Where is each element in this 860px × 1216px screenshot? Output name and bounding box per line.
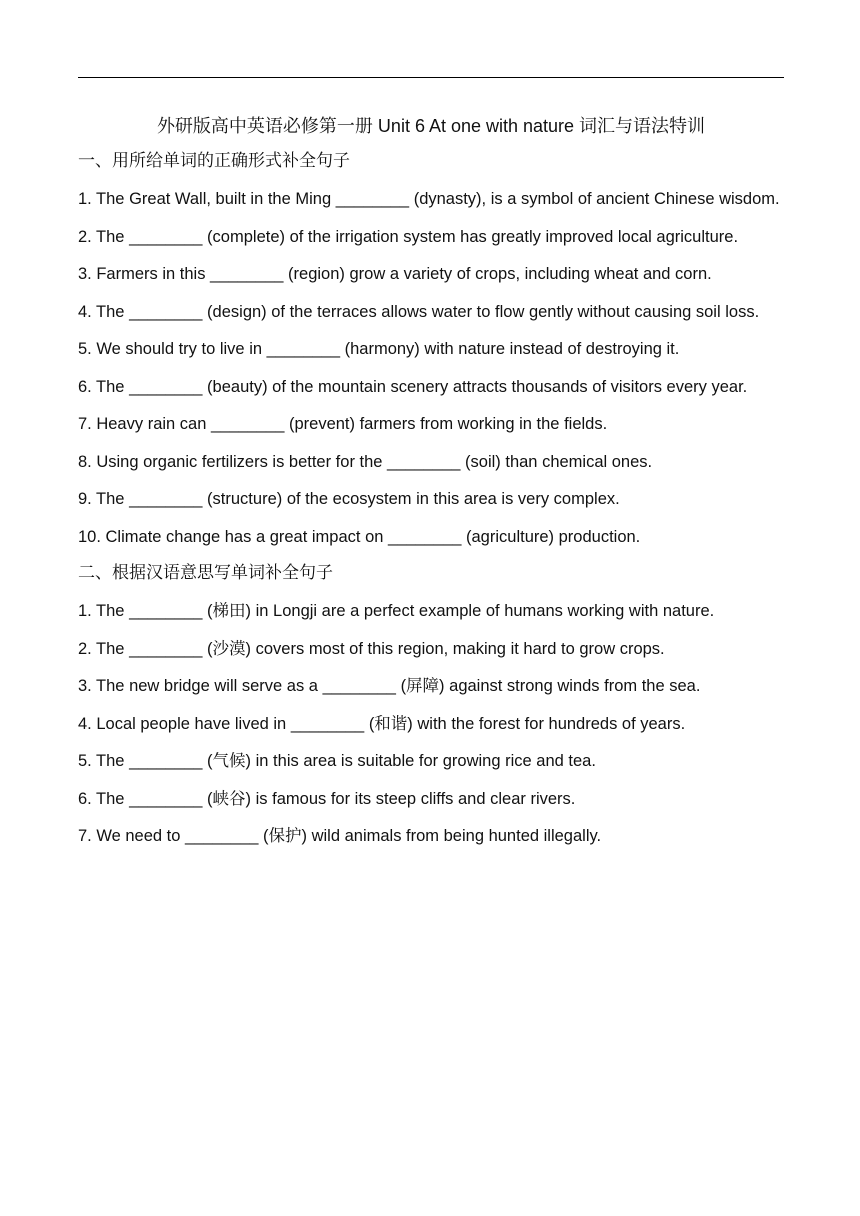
exercise-item: 5. The ________ (气候) in this area is suitable for growing rice and tea. [78,752,596,770]
exercise-item: 6. The ________ (beauty) of the mountain scenery attracts thousands of visitors every year. [78,377,748,396]
document-title: 外研版高中英语必修第一册 Unit 6 At one with nature 词汇与语法特训 [156,116,706,136]
exercise-item: 9. The ________ (structure) of the ecosystem in this area is very complex. [78,490,620,508]
exercise-item: 3. Farmers in this ________ (region) grow a variety of crops, including wheat and corn. [78,265,712,283]
exercise-item: 7. We need to ________ (保护) wild animals from being hunted illegally. [78,827,602,845]
exercise-item: 4. Local people have lived in ________ (和谐) with the forest for hundreds of years. [78,714,686,733]
section-1-heading: 一、用所给单词的正确形式补全句子 [78,151,350,171]
exercise-item: 2. The ________ (complete) of the irrigation system has greatly improved local agriculture. [78,227,739,246]
exercise-item: 10. Climate change has a great impact on ________ (agriculture) production. [78,527,641,546]
exercise-item: 1. The ________ (梯田) in Longji are a perfect example of humans working with nature. [78,602,715,620]
exercise-item: 3. The new bridge will serve as a ________ (屏障) against strong winds from the sea. [78,677,701,695]
section-2-heading: 二、根据汉语意思写单词补全句子 [78,563,333,583]
exercise-item: 7. Heavy rain can ________ (prevent) farmers from working in the fields. [78,415,608,433]
exercise-item: 2. The ________ (沙漠) covers most of this region, making it hard to grow crops. [78,639,665,658]
exercise-item: 4. The ________ (design) of the terraces allows water to flow gently without causing soil loss. [78,302,760,321]
document-content [78,111,784,856]
section-1-list [78,181,784,556]
exercise-item: 8. Using organic fertilizers is better for the ________ (soil) than chemical ones. [78,452,653,471]
exercise-item: 1. The Great Wall, built in the Ming ________ (dynasty), is a symbol of ancient Chinese wisdom. [78,190,780,208]
section-2-list [78,593,784,856]
exercise-item: 6. The ________ (峡谷) is famous for its steep cliffs and clear rivers. [78,789,576,808]
exercise-item: 5. We should try to live in ________ (harmony) with nature instead of destroying it. [78,340,680,358]
header-rule [78,77,784,78]
